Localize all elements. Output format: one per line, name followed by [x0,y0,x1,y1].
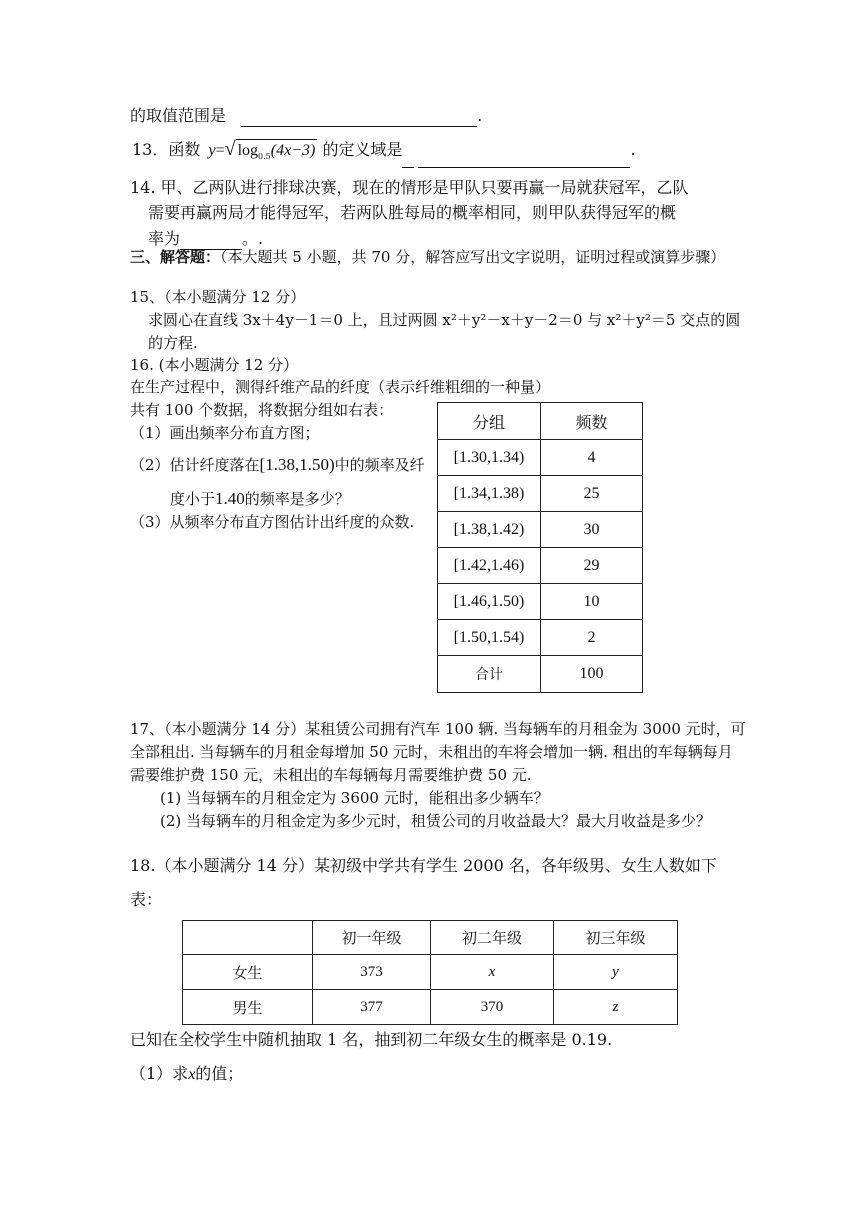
q14-line3-post: 。. [242,229,264,248]
freq-count-cell: 25 [541,476,643,512]
q16-item2c: 度小于 [170,490,216,508]
q16-item2 [130,455,425,475]
section3-heading [130,247,725,267]
grade-cell: 373 [313,955,431,990]
table-row [438,440,643,476]
freq-count-cell: 2 [541,620,643,656]
freq-group-cell: [1.46,1.50) [438,584,541,620]
frequency-table [437,402,643,693]
q13 [132,138,636,168]
q13-log: log [237,142,259,159]
grade-row-label: 男生 [183,990,313,1025]
q18-after: 已知在全校学生中随机抽取 1 名，抽到初二年级女生的概率是 0.19. [130,1030,613,1049]
q17-line1: 17、（本小题满分 14 分）某租赁公司拥有汽车 100 辆. 当每辆车的月租金为 3000 元时，可 [130,720,746,738]
grade-header-2: 初二年级 [431,921,554,955]
q16-item1: （1）画出频率分布直方图； [130,424,320,442]
table-row [438,548,643,584]
freq-count-cell: 10 [541,584,643,620]
freq-total-value: 100 [541,656,643,693]
grade-cell: 377 [313,990,431,1025]
table-row [438,584,643,620]
freq-group-cell: [1.34,1.38) [438,476,541,512]
q18-sub1-pre: （1）求 [130,1064,189,1083]
grade-header-3: 初三年级 [554,921,678,955]
q16-line2: 共有 100 个数据，将数据分组如右表： [130,401,394,419]
table-row [438,476,643,512]
freq-table-header-row [438,403,643,440]
section3-note: （本大题共 5 小题，共 70 分，解答应写出文字说明，证明过程或演算步骤） [220,248,726,266]
table-row [183,955,678,990]
grade-table [182,920,678,1025]
q13-mid: 的定义域是 [322,140,403,159]
grade-cell: y [554,955,678,990]
q15-line2: 的方程. [148,334,198,352]
freq-total-label: 合计 [438,656,541,693]
q13-y: y [208,142,216,159]
grade-row-label: 女生 [183,955,313,990]
q14-line2: 需要再赢两局才能得冠军，若两队胜每局的概率相同，则甲队获得冠军的概 [148,203,677,222]
q13-answer-blank [418,145,630,168]
q13-log-base: 0.5 [258,152,271,161]
q18-sub1-var: x [188,1066,196,1083]
q16-item3: （3）从频率分布直方图估计出纤度的众数. [130,513,415,531]
freq-group-cell: [1.42,1.46) [438,548,541,584]
q18-line1: 18.（本小题满分 14 分）某初级中学共有学生 2000 名，各年级男、女生人数如下 [130,856,717,875]
freq-count-cell: 4 [541,440,643,476]
q17-sub2: (2) 当每辆车的月租金定为多少元时，租赁公司的月收益最大？最大月收益是多少？ [160,812,712,830]
table-row [438,620,643,656]
q16-item2-val: 1.40 [215,489,245,508]
table-row [183,990,678,1025]
q13-arg: (4x−3) [270,142,316,159]
q17-sub1: (1) 当每辆车的月租金定为 3600 元时，能租出多少辆车？ [160,789,549,807]
q14-line3-pre: 率为 [148,229,181,248]
q17-line2: 全部租出. 当每辆车的月租金每增加 50 元时，未租出的车将会增加一辆. 租出的车每辆每月 [130,743,733,761]
q17-line3: 需要维护费 150 元，未租出的车每辆每月需要维护费 50 元. [130,766,532,784]
q15-head: 15、（本小题满分 12 分） [130,288,306,306]
freq-group-cell: [1.38,1.42) [438,512,541,548]
freq-count-cell: 29 [541,548,643,584]
q13-eq: = [215,142,225,159]
q14-line1: 14. 甲、乙两队进行排球决赛，现在的情形是甲队只要再赢一局就获冠军，乙队 [130,178,689,197]
q18-sub1 [130,1063,243,1086]
q16-item2a: （2）估计纤度落在 [130,456,260,474]
grade-header-blank [183,921,313,955]
q12-answer-blank [241,104,477,127]
freq-count-cell: 30 [541,512,643,548]
grade-cell: 370 [431,990,554,1025]
freq-group-cell: [1.50,1.54) [438,620,541,656]
grade-cell: z [554,990,678,1025]
q13-number: 13．函数 [132,140,201,159]
section3-title: 三、解答题： [130,248,221,266]
q18-line2: 表： [130,890,163,909]
q16-item2-interval: [1.38,1.50) [259,455,335,474]
q16-item2b: 中的频率及纤 [334,456,425,474]
q16-item2-cont [170,489,350,509]
q15-line1: 求圆心在直线 3x＋4y－1＝0 上，且过两圆 x²＋y²－x＋y－2＝0 与 x²＋y²＝5 交点的圆 [148,311,741,329]
freq-total-row [438,656,643,693]
q16-item2d: 的频率是多少？ [244,490,350,508]
freq-header-count: 频数 [541,403,643,440]
q18-sub1-post: 的值； [195,1064,244,1083]
freq-header-group: 分组 [438,403,541,440]
grade-header-1: 初一年级 [313,921,431,955]
q13-sqrt: √ $\log_{0.5}(4x-3)$ [224,138,316,161]
q13-end: . [630,140,636,159]
grade-cell: x [431,955,554,990]
q13-blank-a [402,145,414,168]
grade-table-header-row [183,921,678,955]
q16-head: 16. (本小题满分 12 分） [130,356,299,374]
q12-end: . [477,106,483,125]
table-row [438,512,643,548]
freq-group-cell: [1.30,1.34) [438,440,541,476]
q12-text: 的取值范围是 [130,106,227,125]
q12-tail [130,104,482,127]
q16-line1: 在生产过程中，测得纤维产品的纤度（表示纤维粗细的一种量） [130,378,551,396]
